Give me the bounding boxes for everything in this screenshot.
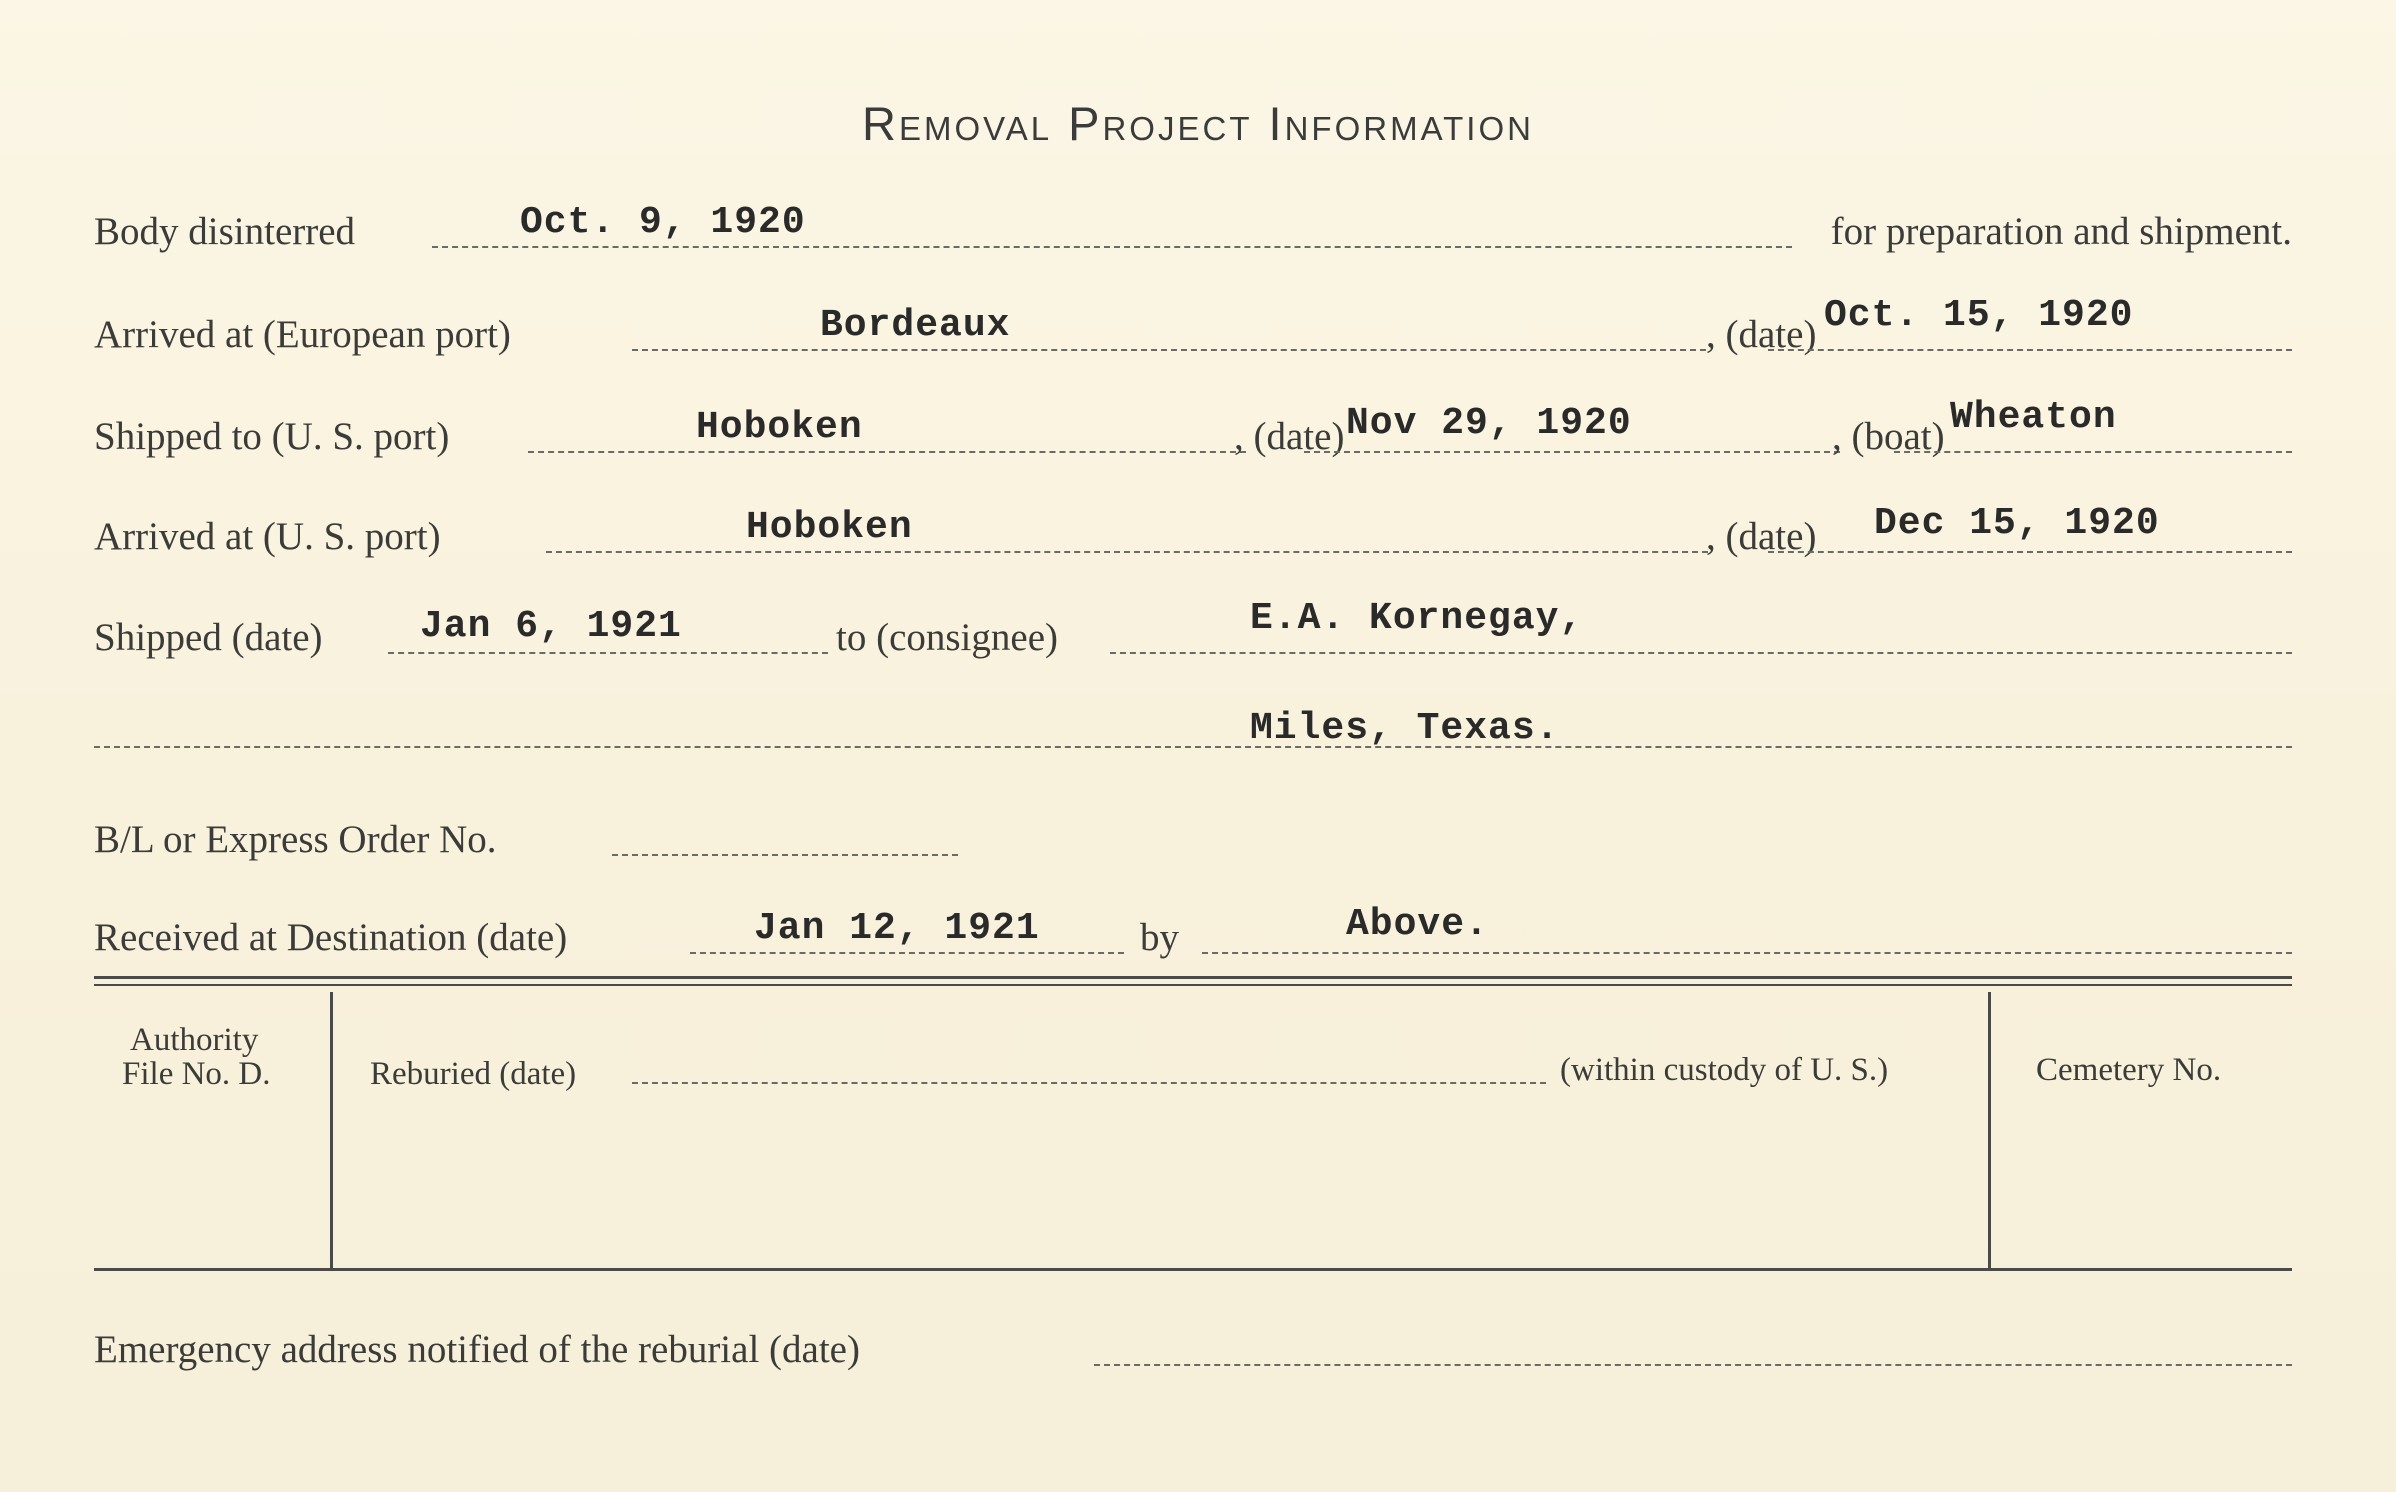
european-port-date-line bbox=[1768, 349, 2292, 351]
address-value: Miles, Texas. bbox=[1250, 707, 1560, 750]
emergency-line bbox=[1094, 1364, 2292, 1366]
body-disinterred-suffix: for preparation and shipment. bbox=[1830, 210, 2292, 253]
arrived-us-date-label: , (date) bbox=[1706, 515, 1817, 558]
consignee-line bbox=[1110, 652, 2292, 654]
authority-label-line2: File No. D. bbox=[122, 1056, 271, 1092]
european-port-label: Arrived at (European port) bbox=[94, 313, 511, 356]
shipped-us-boat-line bbox=[1894, 451, 2292, 453]
card-title: Removal Project Information bbox=[862, 97, 1534, 150]
shipped-us-port-label: Shipped to (U. S. port) bbox=[94, 415, 450, 458]
shipped-us-port-value: Hoboken bbox=[696, 406, 863, 449]
body-disinterred-label: Body disinterred bbox=[94, 210, 356, 253]
arrived-us-date-value: Dec 15, 1920 bbox=[1874, 502, 2160, 545]
received-value: Jan 12, 1921 bbox=[754, 907, 1040, 950]
table-divider-right bbox=[1988, 992, 1991, 1268]
row-european-port bbox=[94, 294, 2292, 363]
row-emergency bbox=[94, 1318, 2292, 1378]
arrived-us-port-label: Arrived at (U. S. port) bbox=[94, 515, 441, 558]
table-top-rule bbox=[94, 976, 2292, 979]
european-port-line bbox=[632, 349, 1706, 351]
table-divider-left bbox=[330, 992, 333, 1268]
shipped-us-boat-label: , (boat) bbox=[1832, 415, 1945, 458]
received-by-line bbox=[1202, 952, 2292, 954]
row-body-disinterred bbox=[94, 200, 2292, 260]
row-arrived-us-port bbox=[94, 502, 2292, 565]
received-label: Received at Destination (date) bbox=[94, 916, 568, 959]
custody-label: (within custody of U. S.) bbox=[1560, 1052, 1889, 1088]
body-disinterred-value: Oct. 9, 1920 bbox=[520, 201, 806, 244]
emergency-label: Emergency address notified of the reburial (date) bbox=[94, 1328, 860, 1371]
cemetery-label: Cemetery No. bbox=[2036, 1052, 2222, 1088]
table-bottom-rule bbox=[94, 1268, 2292, 1271]
bl-order-line bbox=[612, 854, 958, 856]
authority-label-line1: Authority bbox=[130, 1022, 259, 1058]
european-port-value: Bordeaux bbox=[820, 304, 1011, 347]
row-received bbox=[94, 903, 2292, 966]
european-port-date-value: Oct. 15, 1920 bbox=[1824, 294, 2134, 337]
row-address bbox=[94, 700, 2292, 760]
shipped-us-date-line bbox=[1304, 451, 1840, 453]
received-by-label: by bbox=[1140, 916, 1179, 959]
consignee-label: to (consignee) bbox=[836, 616, 1059, 659]
shipped-date-label: Shipped (date) bbox=[94, 616, 323, 659]
reburied-line bbox=[632, 1082, 1546, 1084]
shipped-us-boat-value: Wheaton bbox=[1950, 396, 2117, 439]
row-bl-order bbox=[94, 808, 2292, 868]
address-line bbox=[94, 746, 2292, 748]
received-line bbox=[690, 952, 1124, 954]
shipped-us-date-label: , (date) bbox=[1234, 415, 1345, 458]
shipped-date-line bbox=[388, 652, 828, 654]
reburied-label: Reburied (date) bbox=[370, 1056, 577, 1092]
bl-order-label: B/L or Express Order No. bbox=[94, 818, 497, 861]
shipped-us-date-value: Nov 29, 1920 bbox=[1346, 402, 1632, 445]
row-shipped-us-port bbox=[94, 396, 2292, 465]
arrived-us-port-value: Hoboken bbox=[746, 506, 913, 549]
shipped-date-value: Jan 6, 1921 bbox=[420, 605, 682, 648]
received-by-value: Above. bbox=[1346, 903, 1489, 946]
body-disinterred-line bbox=[432, 246, 1792, 248]
shipped-us-port-line bbox=[528, 451, 1246, 453]
table-top-rule-2 bbox=[94, 984, 2292, 986]
european-port-date-label: , (date) bbox=[1706, 313, 1817, 356]
row-shipped-date bbox=[94, 597, 2292, 666]
arrived-us-date-line bbox=[1768, 551, 2292, 553]
consignee-value: E.A. Kornegay, bbox=[1250, 597, 1584, 640]
arrived-us-port-line bbox=[546, 551, 1708, 553]
